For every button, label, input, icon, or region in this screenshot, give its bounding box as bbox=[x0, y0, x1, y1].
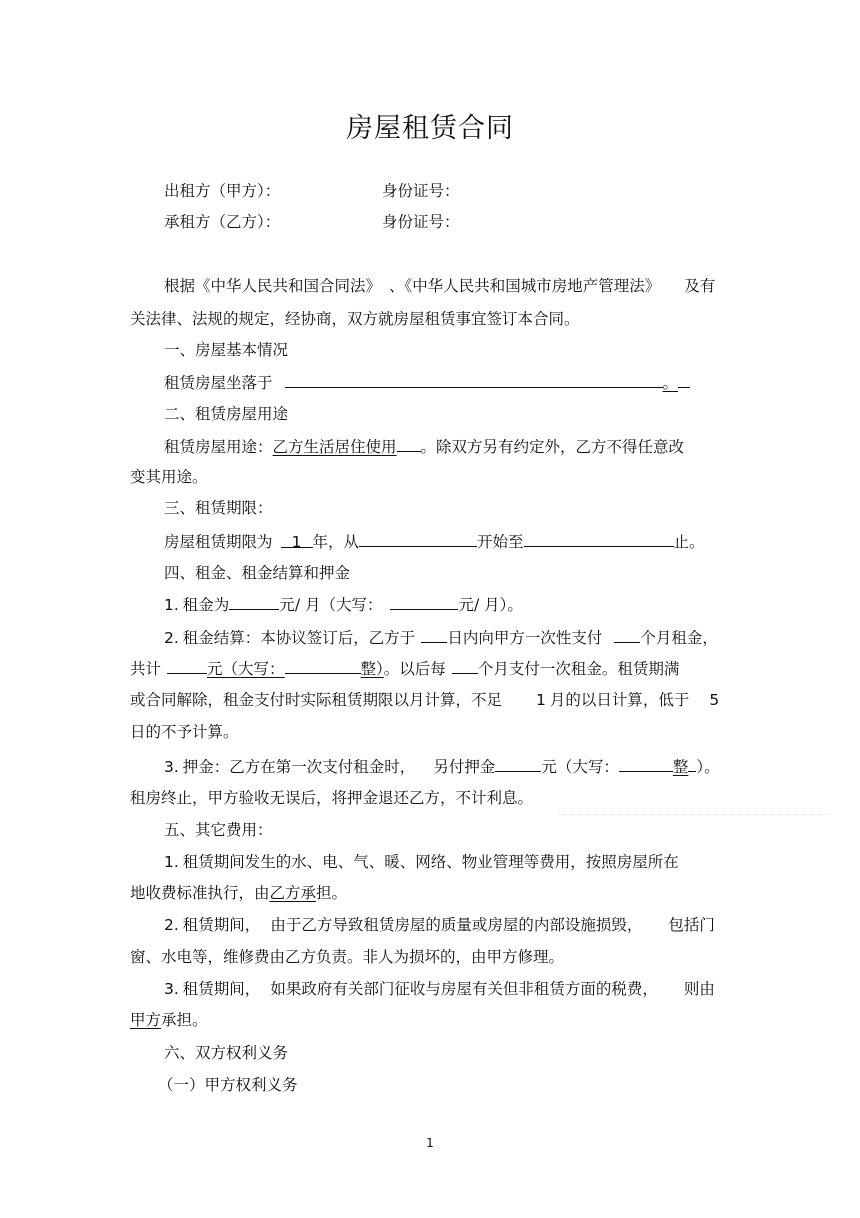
fees-text: 地收费标准执行，由 bbox=[130, 884, 270, 902]
section-3-term bbox=[164, 531, 705, 552]
lessor-id-label: 身份证号： bbox=[382, 182, 460, 200]
clause-number: 3. bbox=[164, 980, 179, 998]
section-2-usage bbox=[164, 436, 684, 457]
settlement-text: 租金结算：本协议签订后，乙方于 bbox=[182, 629, 416, 647]
preamble-line-2: 关法律、法规的规定，经协商，双方就房屋租赁事宜签订本合同。 bbox=[130, 310, 580, 328]
total-words-end: 整） bbox=[360, 660, 384, 678]
rent-label: 租金为 bbox=[182, 596, 230, 614]
rent-blank bbox=[229, 594, 279, 610]
settlement-number: 1 bbox=[536, 691, 546, 709]
faint-divider bbox=[558, 814, 830, 815]
settlement-number: 5 bbox=[709, 691, 720, 709]
location-blank-tail bbox=[678, 372, 690, 388]
months-blank bbox=[614, 627, 640, 643]
rent-unit: 元/ 月（大写： bbox=[279, 596, 383, 614]
deposit-text: 押金：乙方在第一次支付租金时， bbox=[182, 758, 416, 776]
location-blank bbox=[285, 372, 663, 388]
rent-unit-words: 元/ 月）。 bbox=[458, 596, 523, 614]
rent-settlement-line-1 bbox=[164, 627, 718, 648]
section-5-heading: 五、其它费用： bbox=[164, 821, 273, 839]
deposit-words-blank bbox=[619, 756, 673, 772]
clause-number: 3. bbox=[164, 758, 179, 776]
usage-label: 租赁房屋用途： bbox=[164, 438, 273, 456]
settlement-text: 日内向甲方一次性支付 bbox=[447, 629, 603, 647]
deposit-text: ）。 bbox=[696, 758, 720, 776]
tax-text: 如果政府有关部门征收与房屋有关但非租赁方面的税费， bbox=[270, 980, 658, 998]
rent-settlement-line-4: 日的不予计算。 bbox=[130, 723, 239, 741]
preamble-part: 、《中华人民共和国城市房地产管理法》 bbox=[389, 277, 661, 295]
lessee-label: 承租方（乙方）： bbox=[164, 213, 281, 231]
deposit-line-1 bbox=[164, 756, 720, 777]
term-years: 1 bbox=[281, 532, 313, 548]
preamble-part: 根据《中华人民共和国合同法》 bbox=[164, 277, 382, 295]
preamble-part: 及有 bbox=[684, 277, 716, 295]
clause-number: 1. bbox=[164, 596, 179, 614]
fees-line-2 bbox=[130, 883, 347, 903]
tax-line-1 bbox=[164, 979, 715, 999]
deposit-line-2: 租房终止，甲方验收无误后，将押金退还乙方，不计利息。 bbox=[130, 789, 534, 807]
section-1-location bbox=[164, 372, 690, 393]
section-6-sub-1: （一）甲方权利义务 bbox=[158, 1076, 298, 1094]
clause-number: 1. bbox=[164, 853, 179, 871]
tax-text: 租赁期间， bbox=[182, 980, 261, 998]
rent-settlement-line-3 bbox=[130, 690, 719, 710]
tax-payer: 甲方 bbox=[130, 1011, 162, 1029]
page-number: 1 bbox=[426, 1136, 434, 1150]
total-blank bbox=[167, 658, 207, 674]
section-2-usage-line-2: 变其用途。 bbox=[130, 468, 208, 486]
repair-text: 租赁期间， bbox=[182, 916, 261, 934]
usage-text: 。除双方另有约定外，乙方不得任意改 bbox=[420, 438, 685, 456]
days-blank bbox=[421, 627, 447, 643]
repair-text: 包括门 bbox=[668, 916, 715, 934]
total-words-blank bbox=[285, 658, 361, 674]
fees-text: 担。 bbox=[316, 884, 348, 902]
section-4-heading: 四、租金、租金结算和押金 bbox=[164, 564, 351, 582]
lessor-label: 出租方（甲方）： bbox=[164, 182, 281, 200]
deposit-text: 另付押金 bbox=[433, 758, 496, 776]
deposit-words-end: 整 bbox=[672, 758, 689, 776]
document-title: 房屋租赁合同 bbox=[346, 113, 514, 144]
fees-payer: 乙方承 bbox=[269, 884, 317, 902]
preamble-line-1 bbox=[164, 276, 715, 296]
tax-line-2 bbox=[130, 1010, 208, 1030]
term-to: 开始至 bbox=[477, 533, 524, 551]
settlement-text: 。以后每 bbox=[383, 660, 446, 678]
settlement-text: 月的以日计算，低于 bbox=[549, 691, 690, 709]
location-label: 租赁房屋坐落于 bbox=[164, 374, 273, 392]
term-start-blank bbox=[359, 531, 477, 547]
deposit-words-label: 元（大写： bbox=[541, 758, 619, 776]
clause-number: 2. bbox=[164, 916, 179, 934]
section-2-heading: 二、租赁房屋用途 bbox=[164, 405, 289, 423]
section-6-heading: 六、双方权利义务 bbox=[164, 1044, 289, 1062]
section-1-heading: 一、房屋基本情况 bbox=[164, 341, 289, 359]
settlement-text: 或合同解除，租金支付时实际租赁期限以月计算，不足 bbox=[130, 691, 503, 709]
repair-line-1 bbox=[164, 915, 715, 935]
settlement-text: 共计 bbox=[130, 660, 162, 678]
settlement-text: 个月支付一次租金。租赁期满 bbox=[477, 660, 680, 678]
fees-line-1 bbox=[164, 852, 679, 872]
total-words-label: 元（大写： bbox=[207, 660, 285, 678]
tax-text: 承担。 bbox=[161, 1011, 208, 1029]
repair-line-2: 窗、水电等，维修费由乙方负责。非人为损坏的，由甲方修理。 bbox=[130, 948, 565, 966]
term-end: 止。 bbox=[673, 533, 705, 551]
repair-text: 由于乙方导致租赁房屋的质量或房屋的内部设施损毁， bbox=[270, 916, 643, 934]
deposit-blank bbox=[495, 756, 541, 772]
cycle-blank bbox=[452, 658, 478, 674]
term-from: 年，从 bbox=[312, 533, 360, 551]
term-end-blank bbox=[524, 531, 674, 547]
location-end: 。 bbox=[662, 374, 679, 392]
usage-value: 乙方生活居住使用 bbox=[272, 438, 397, 456]
rent-amount-line bbox=[164, 594, 523, 615]
rent-words-blank bbox=[390, 594, 458, 610]
clause-number: 2. bbox=[164, 629, 179, 647]
tax-text: 则由 bbox=[683, 980, 715, 998]
usage-blank bbox=[397, 436, 421, 452]
rent-settlement-line-2 bbox=[130, 658, 679, 679]
fees-text: 租赁期间发生的水、电、气、暖、网络、物业管理等费用，按照房屋所在 bbox=[182, 853, 679, 871]
lessee-id-label: 身份证号： bbox=[382, 213, 460, 231]
term-label: 房屋租赁期限为 bbox=[164, 533, 273, 551]
settlement-text: 个月租金， bbox=[640, 629, 718, 647]
section-3-heading: 三、租赁期限： bbox=[164, 499, 273, 517]
